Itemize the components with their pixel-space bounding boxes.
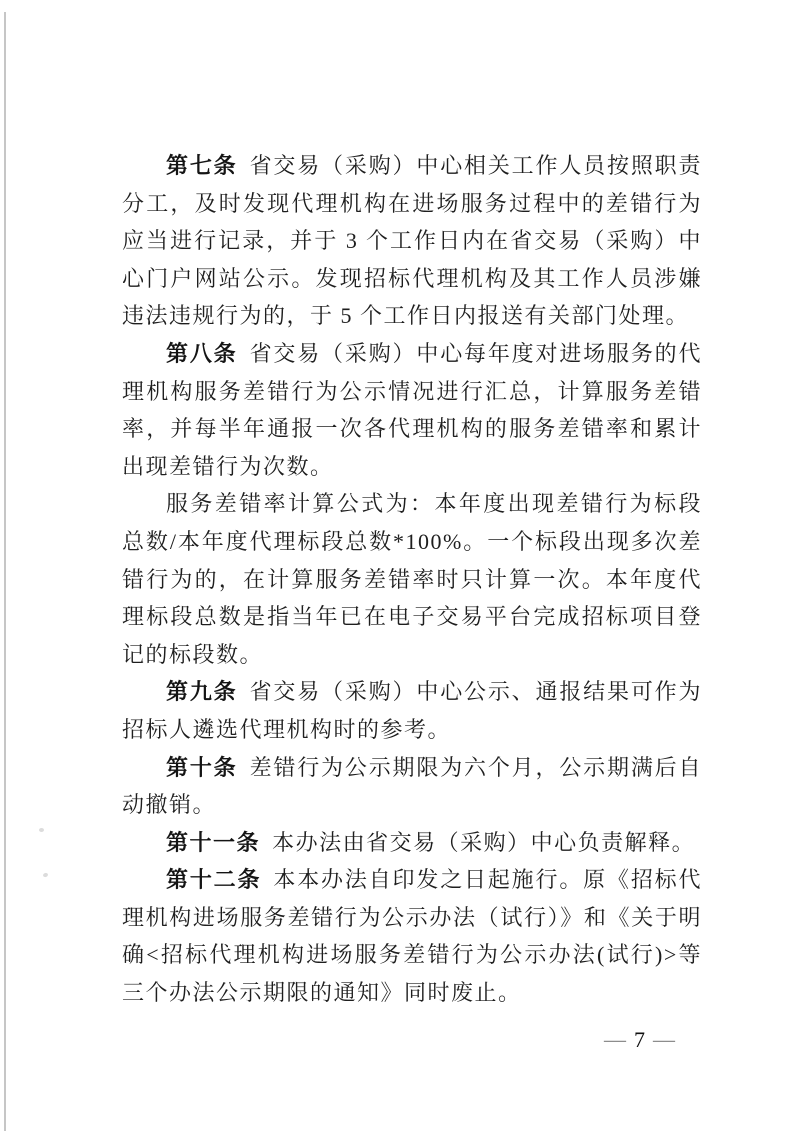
article-number: 第十条 bbox=[166, 754, 238, 780]
paragraph-text: 省交易（采购）中心相关工作人员按照职责分工，及时发现代理机构在进场服务过程中的差错行为应当进行记录，并于 3 个工作日内在省交易（采购）中心门户网站公示。发现招标代理机构及其工作人员涉嫌违法违规行为的，于 5 个工作日内报送有关部门处理。 bbox=[122, 153, 702, 329]
paragraph-text: 服务差错率计算公式为：本年度出现差错行为标段总数/本年度代理标段总数*100%。一个标段出现多次差错行为的，在计算服务差错率时只计算一次。本年度代理标段总数是指当年已在电子交易平台完成招标项目登记的标段数。 bbox=[122, 491, 702, 667]
paragraph bbox=[122, 861, 702, 1011]
paragraph bbox=[122, 335, 702, 485]
article-number: 第九条 bbox=[166, 679, 238, 705]
page-number-dash-left: — bbox=[604, 1029, 626, 1050]
paragraph-text: 本办法由省交易（采购）中心负责解释。 bbox=[272, 829, 696, 855]
paragraph bbox=[122, 824, 702, 862]
paragraph bbox=[122, 485, 702, 673]
article-number: 第七条 bbox=[166, 153, 238, 178]
page-number-dash-right: — bbox=[653, 1029, 675, 1050]
document-body bbox=[122, 147, 702, 1012]
scan-speck bbox=[39, 828, 44, 832]
scan-edge-artifact bbox=[4, 12, 6, 1131]
paragraph-text: 省交易（采购）中心公示、通报结果可作为招标人遴选代理机构时的参考。 bbox=[122, 679, 702, 742]
paragraph-text: 省交易（采购）中心每年度对进场服务的代理机构服务差错行为公示情况进行汇总，计算服务差错率，并每半年通报一次各代理机构的服务差错率和累计出现差错行为次数。 bbox=[122, 340, 702, 479]
paragraph bbox=[122, 749, 702, 824]
paragraph-text: 差错行为公示期限为六个月，公示期满后自动撤销。 bbox=[122, 754, 702, 818]
page-number-value: 7 bbox=[634, 1027, 645, 1052]
article-number: 第十二条 bbox=[166, 867, 262, 893]
paragraph-text: 本本办法自印发之日起施行。原《招标代理机构进场服务差错行为公示办法（试行）》和《关于明确<招标代理机构进场服务差错行为公示办法(试行)>等三个办法公示期限的通知》同时废止。 bbox=[122, 867, 702, 1006]
article-number: 第十一条 bbox=[166, 829, 261, 855]
article-number: 第八条 bbox=[166, 340, 238, 366]
scan-speck bbox=[42, 872, 48, 877]
paragraph bbox=[122, 147, 702, 335]
paragraph bbox=[122, 673, 702, 748]
page-number bbox=[604, 1027, 675, 1053]
